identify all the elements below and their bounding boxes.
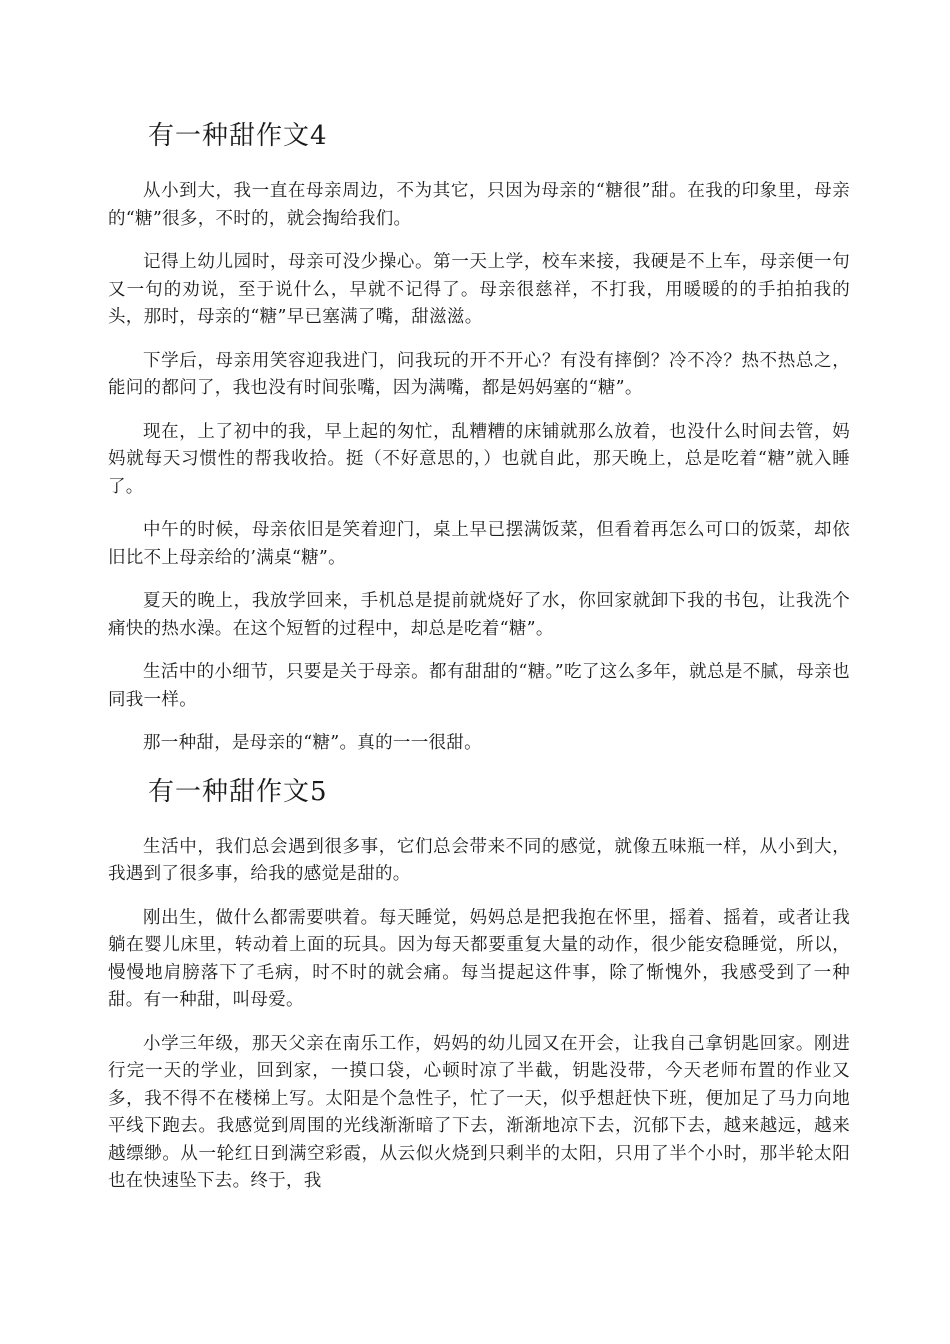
paragraph: 那一种甜，是母亲的“糖”。真的一一很甜。: [143, 733, 482, 753]
paragraph: 夏天的晚上，我放学回来，手机总是提前就烧好了水，你回家就卸下我的书包，让我洗个痛快的热水澡。在这个短暂的过程中，却总是吃着“糖”。: [108, 591, 850, 639]
paragraph: 小学三年级，那天父亲在南乐工作，妈妈的幼儿园又在开会，让我自己拿钥匙回家。刚进行完一天的学业，回到家，一摸口袋，心顿时凉了半截，钥匙没带，今天老师布置的作业又多，我不得不在楼梯上写。太阳是个急性子，忙了一天，似乎想赶快下班，便加足了马力向地平线下跑去。我感觉到周围的光线渐渐暗了下去，渐渐地凉下去，沉郁下去，越来越远，越来越缥缈。从一轮红日到满空彩霞，从云似火烧到只剩半的太阳，只用了半个小时，那半轮太阳也在快速坠下去。终于，我: [108, 1033, 850, 1191]
paragraph: 下学后，母亲用笑容迎我进门，问我玩的开不开心？有没有摔倒？冷不冷？热不热总之，能问的都问了，我也没有时间张嘴，因为满嘴，都是妈妈塞的“糖”。: [108, 350, 850, 398]
essay-section-5: [108, 772, 850, 1196]
paragraph: 生活中的小细节，只要是关于母亲。都有甜甜的“糖。”吃了这么多年，就总是不腻，母亲也同我一样。: [108, 662, 850, 710]
essay-section-4: [108, 116, 850, 758]
paragraph: 现在，上了初中的我，早上起的匆忙，乱糟糟的床铺就那么放着，也没什么时间去管，妈妈就每天习惯性的帮我收拾。挺（不好意思的，）也就自此，那天晚上，总是吃着“糖”就入睡了。: [108, 421, 850, 497]
document-page: [108, 116, 850, 1212]
paragraph: 中午的时候，母亲依旧是笑着迎门，桌上早已摆满饭菜，但看着再怎么可口的饭菜，却依旧比不上母亲给的’满桌“糖”。: [108, 520, 850, 568]
paragraph: 刚出生，做什么都需要哄着。每天睡觉，妈妈总是把我抱在怀里，摇着、摇着，或者让我躺在婴儿床里，转动着上面的玩具。因为每天都要重复大量的动作，很少能安稳睡觉，所以，慢慢地肩膀落下了毛病，时不时的就会痛。每当提起这件事，除了惭愧外，我感受到了一种甜。有一种甜，叫母爱。: [108, 907, 850, 1010]
essay-title: 有一种甜作文4: [148, 121, 328, 151]
paragraph: 记得上幼儿园时，母亲可没少操心。第一天上学，校车来接，我硬是不上车，母亲便一句又一句的劝说，至于说什么，早就不记得了。母亲很慈祥，不打我，用暖暖的的手拍拍我的头，那时，母亲的“糖”早已塞满了嘴，甜滋滋。: [108, 252, 850, 327]
essay-title: 有一种甜作文5: [148, 776, 328, 807]
paragraph: 从小到大，我一直在母亲周边，不为其它，只因为母亲的“糖很”甜。在我的印象里，母亲的“糖”很多，不时的，就会掏给我们。: [108, 181, 850, 229]
paragraph: 生活中，我们总会遇到很多事，它们总会带来不同的感觉，就像五味瓶一样，从小到大，我遇到了很多事，给我的感觉是甜的。: [108, 836, 850, 884]
